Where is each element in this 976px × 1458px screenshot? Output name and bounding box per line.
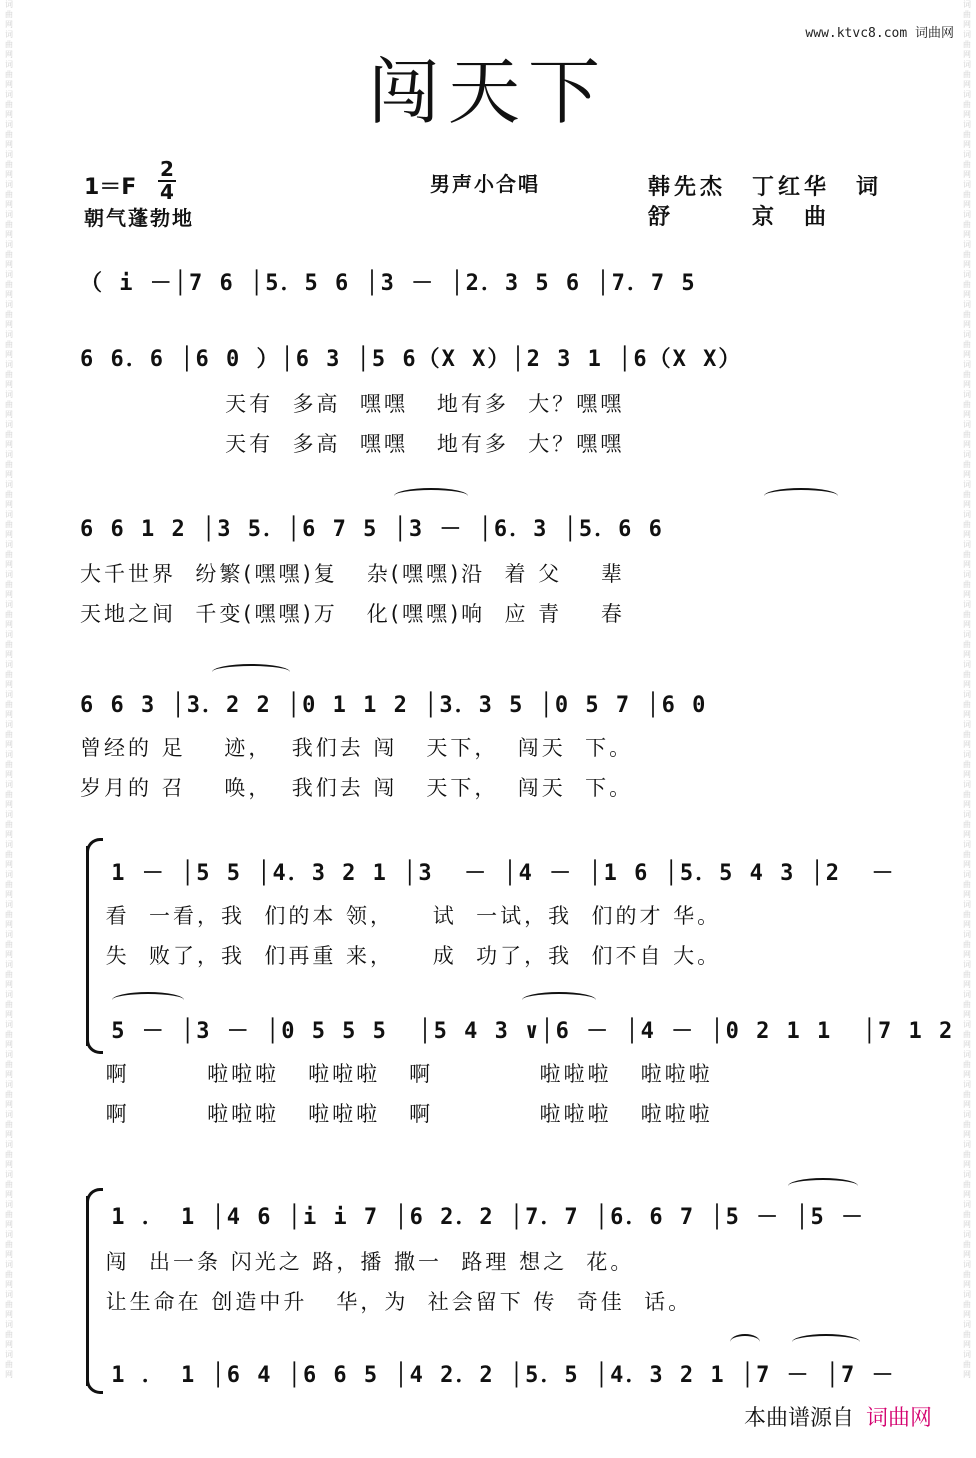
lyric-line-4b: 岁月的 召 唤， 我们去 闯 天下， 闯天 下。 [80, 776, 634, 800]
score-line-7: 1 ． 1 │4 6 │i i 7 │6 2．2 │7．7 │6．6 7 │5 － │5 － [96, 1205, 866, 1230]
score-line-8: 1 ． 1 │6 4 │6 6 5 │4 2．2 │5．5 │4．3 2 1 │7 － │7 － [96, 1363, 896, 1388]
slur-mark [788, 1178, 858, 1194]
slur-mark [112, 992, 184, 1008]
lyric-line-5a: 看 一看，我 们的本 领， 试 一试，我 们的才 华。 [96, 904, 722, 928]
score-line-6: 5 － │3 － │0 5 5 5 │5 4 3 ∨│6 － │4 － │0 2 1 1 │7 1 2 [96, 1019, 955, 1044]
key-signature: 1＝F [84, 175, 137, 200]
time-signature [158, 157, 176, 204]
lyric-line-5b: 失 败了，我 们再重 来， 成 功了，我 们不自 大。 [96, 944, 722, 968]
side-watermark-right: 词曲网词曲网词曲网词曲网词曲网词曲网词曲网词曲网词曲网词曲网词曲网词曲网词曲网词曲网词曲网词曲网词曲网词曲网词曲网词曲网词曲网词曲网词曲网词曲网词曲网词曲网词曲网词曲网词曲网词曲网词曲网词曲网词曲网词曲网词曲网词曲网词曲网词曲网词曲网词曲网词曲网词曲网词曲网词曲网词曲网词曲网 [963, 0, 971, 1379]
lyric-line-3b: 天地之间 千变(嘿嘿)万 化(嘿嘿)响 应 青 春 [80, 602, 625, 626]
lyric-line-7a: 闯 出一条 闪光之 路，播 撒一 路理 想之 花。 [96, 1250, 635, 1274]
meter-top: 2 [160, 157, 174, 181]
score-line-1: （ i －│7 6 │5．5 6 │3 － │2．3 5 6 │7．7 5 [80, 271, 697, 296]
performance-note: 男声小合唱 [430, 172, 540, 196]
footer-source-text: 本曲谱源自 [743, 1406, 854, 1431]
tempo-marking: 朝气蓬勃地 [84, 206, 194, 230]
slur-mark [730, 1334, 760, 1350]
footer-site-link[interactable]: 词曲网 [865, 1406, 932, 1431]
lyric-line-4a: 曾经的 足 迹， 我们去 闯 天下， 闯天 下。 [80, 736, 634, 760]
lyric-line-6b: 啊 啦啦啦 啦啦啦 啊 啦啦啦 啦啦啦 [96, 1102, 713, 1126]
score-line-4: 6 6 3 │3．2 2 │0 1 1 2 │3．3 5 │0 5 7 │6 0 [80, 693, 708, 718]
slur-mark [522, 992, 596, 1008]
lyricist-credit: 韩先杰 丁红华 词 [648, 175, 883, 200]
slur-mark [394, 488, 468, 504]
lyric-line-2b: 天有 多高 嘿嘿 地有多 大？嘿嘿 [80, 432, 625, 456]
site-watermark: www.ktvc8.com 词曲网 [805, 26, 954, 41]
composer-credit: 舒 京 曲 [648, 205, 831, 230]
score-line-2: 6 6．6 │6 0 ）│6 3 │5 6（X X）│2 3 1 │6（X X） [80, 347, 743, 372]
lyric-line-6a: 啊 啦啦啦 啦啦啦 啊 啦啦啦 啦啦啦 [96, 1062, 713, 1086]
meter-bottom: 4 [160, 180, 174, 204]
song-title: 闯天下 [367, 50, 608, 134]
part-bracket [86, 846, 89, 1046]
footer-source [744, 1401, 932, 1432]
side-watermark-left: 词曲网词曲网词曲网词曲网词曲网词曲网词曲网词曲网词曲网词曲网词曲网词曲网词曲网词曲网词曲网词曲网词曲网词曲网词曲网词曲网词曲网词曲网词曲网词曲网词曲网词曲网词曲网词曲网词曲网词曲网词曲网词曲网词曲网词曲网词曲网词曲网词曲网词曲网词曲网词曲网词曲网词曲网词曲网词曲网词曲网词曲网 [5, 0, 13, 1379]
slur-mark [212, 664, 290, 680]
score-line-5: 1 － │5 5 │4．3 2 1 │3 － │4 － │1 6 │5．5 4 3 │2 － [96, 861, 896, 886]
slur-mark [764, 488, 838, 504]
score-line-3: 6 6 1 2 │3 5．│6 7 5 │3 － │6．3 │5．6 6 [80, 517, 664, 542]
part-bracket [86, 1196, 89, 1386]
lyric-line-7b: 让生命在 创造中升 华，为 社会留下 传 奇佳 话。 [96, 1290, 693, 1314]
lyric-line-2a: 天有 多高 嘿嘿 地有多 大？嘿嘿 [80, 392, 625, 416]
lyric-line-3a: 大千世界 纷繁(嘿嘿)复 杂(嘿嘿)沿 着 父 辈 [80, 562, 625, 586]
slur-mark [792, 1334, 860, 1350]
